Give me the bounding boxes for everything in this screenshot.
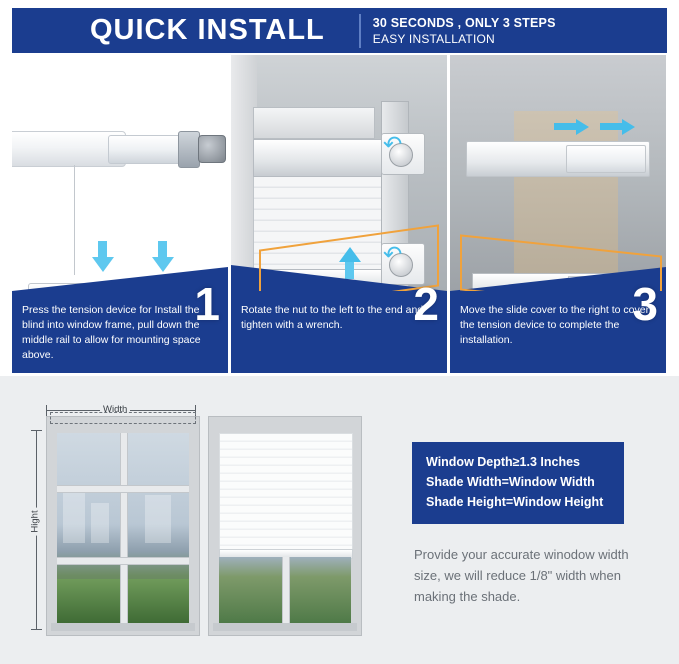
width-label: Width [100,404,130,415]
accuracy-note: Provide your accurate winodow width size, we will reduce 1/8" width when making the shade. [414,547,629,604]
headrail-shape-2 [253,139,383,177]
step-2-number: 2 [413,278,439,330]
step-2-image [231,55,447,291]
window-mullion-horizontal-1 [57,485,189,493]
measurement-note-line-3: Shade Height=Window Height [426,495,604,509]
window-without-shade [46,416,200,636]
step-1-caption-text: Press the tension device for Install the blind into window frame, pull down the middle rail to allow for mounting space above. [22,304,201,361]
window2-sill [213,623,357,631]
step-panel-2 [231,55,447,373]
window-with-shade [208,416,362,636]
header-subtitle-line1: 30 SECONDS , ONLY 3 STEPS [372,15,556,30]
right-arrow-stem-top2 [600,123,622,130]
building-shape-2 [91,503,109,543]
measurement-section [0,376,679,664]
right-arrow-icon-top [576,119,589,135]
step-panel-1 [12,55,228,373]
window-mullion-vertical [120,433,128,623]
tension-screw-shape [198,135,226,163]
header-divider [359,14,361,48]
window-frame-shape [253,107,375,139]
window2-mullion-vertical [282,557,290,623]
building-shape-3 [145,495,171,543]
right-arrow-icon-top2 [622,119,635,135]
height-label: Hight [30,507,41,535]
header-banner [12,8,667,53]
header-subtitle-group [373,15,556,47]
height-tick-top [31,430,42,431]
headrail-inner-shape [108,135,184,164]
building-shape-1 [63,491,85,543]
step-panel-3 [450,55,666,373]
measurement-note-box [412,442,624,524]
step-2-caption-text: Rotate the nut to the left to the end and tighten with a wrench. [241,304,424,331]
step-3-caption-text: Move the slide cover to the right to cover the tension device to complete the installation. [460,304,650,346]
step-3-number: 3 [632,278,658,330]
steps-row [12,55,667,373]
page-title: QUICK INSTALL [90,14,325,46]
rotate-arrow-icon-top: ↶ [383,131,403,157]
header-subtitle-line2: EASY INSTALLATION [372,31,495,46]
step-1-image [12,55,228,291]
measurement-note-line-1: Window Depth≥1.3 Inches [426,455,580,469]
down-arrow-icon-2 [152,257,174,272]
window-glass [57,433,189,623]
end-cap-shape [178,131,200,168]
window-glass-lower [219,557,351,623]
down-arrow-icon-1 [92,257,114,272]
height-dimension [30,430,42,630]
window-sill [51,623,195,631]
step-3-image [450,55,666,291]
width-tick-left [46,405,47,416]
rotate-arrow-icon-bottom: ↶ [383,241,403,267]
slide-cover-top-shape [566,145,646,173]
measurement-note-line-2: Shade Width=Window Width [426,475,595,489]
cellular-shade [219,433,353,555]
mounting-space-dashed-outline [50,412,196,424]
height-tick-bottom [31,629,42,630]
right-arrow-stem-top [554,123,576,130]
step-1-number: 1 [194,278,220,330]
window-diagram-group [16,386,396,656]
window-mullion-horizontal-2 [57,557,189,565]
cord-line [74,165,75,275]
